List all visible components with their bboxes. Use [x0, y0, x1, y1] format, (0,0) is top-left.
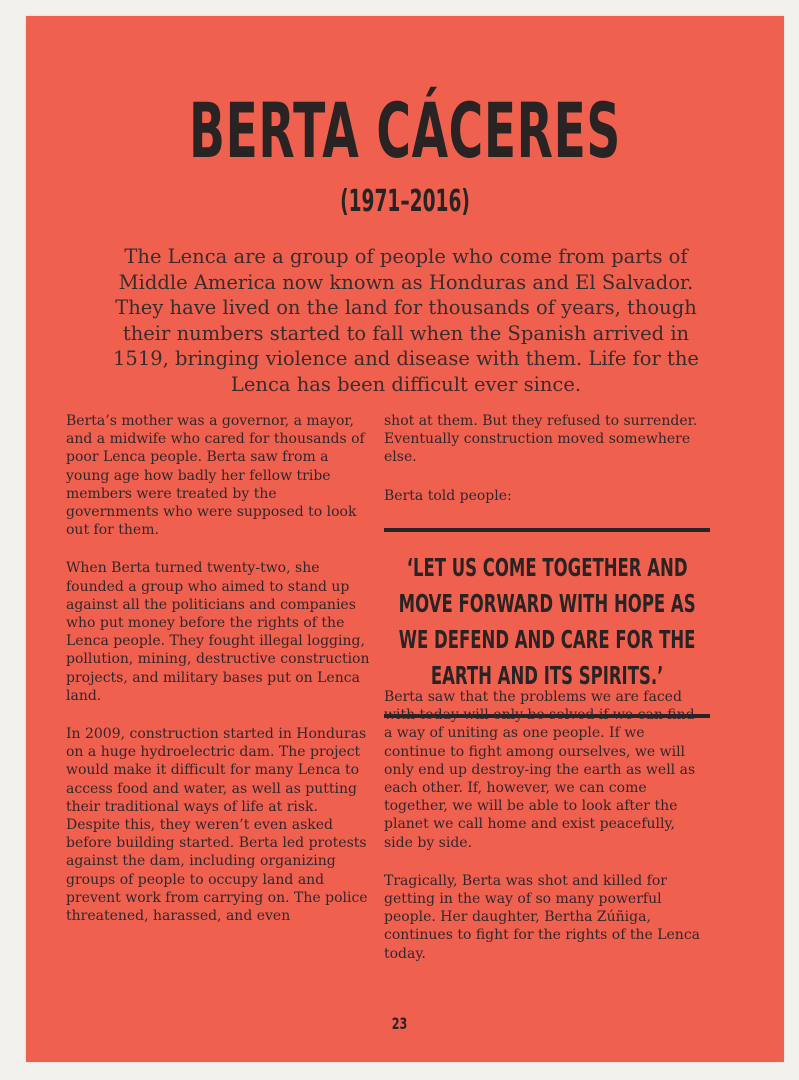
page-number: 23: [391, 1014, 408, 1033]
body-paragraph: When Berta turned twenty-two, she founded a group who aimed to stand up against all the politicians and companies who put money before the rights of the Lenca people. They fought illegal logging, pollution, mining, destructive construction projects, and military bases put on Lenca land.: [66, 560, 370, 704]
intro-paragraph: The Lenca are a group of people who come from parts of Middle America now known as Honduras and El Salvador. They have lived on the land for thousands of years, though their numbers started to fall when the Spanish arrived in 1519, bringing violence and disease with them. Life for the Lenca has been difficult ever since.: [113, 245, 699, 396]
left-column: [66, 412, 372, 945]
body-paragraph: Berta’s mother was a governor, a mayor, and a midwife who cared for thousands of poor Lenca people. Berta saw from a young age how badly her fellow tribe members were treated by the governments who were supposed to look out for them.: [66, 413, 365, 539]
right-column-top: [384, 412, 699, 525]
body-paragraph: Tragically, Berta was shot and killed for getting in the way of so many powerful people. Her daughter, Bertha Zúñiga, continues to fight for the rights of the Lenca today.: [384, 872, 701, 962]
life-years: (1971–2016): [340, 184, 470, 219]
quote-top-rule: [384, 528, 710, 532]
body-paragraph: shot at them. But they refused to surrender. Eventually construction moved somewhere else.: [384, 413, 698, 466]
body-paragraph: Berta told people:: [384, 487, 512, 504]
body-paragraph: Berta saw that the problems we are faced with today will only be solved if we can find a way of uniting as one people. If we continue to fight among ourselves, we will only end up destroy-ing the earth as well as each other. If, however, we can come together, we will be able to look after the planet we call home and exist peacefully, side by side.: [384, 689, 696, 851]
page-title: BERTA CÁCERES: [189, 86, 621, 175]
body-paragraph: In 2009, construction started in Honduras on a huge hydroelectric dam. The project would make it difficult for many Lenca to access food and water, as well as putting their traditional ways of life at risk. Despite this, they weren’t even asked before building started. Berta led protests against the dam, including organizing groups of people to occupy land and prevent work from carrying on. The police threatened, harassed, and even: [66, 726, 368, 925]
quote-text: ‘LET US COME TOGETHER AND MOVE FORWARD WITH HOPE AS WE DEFEND AND CARE FOR THE EARTH AND ITS SPIRITS.’: [398, 553, 696, 690]
right-column-bottom: [384, 688, 702, 983]
